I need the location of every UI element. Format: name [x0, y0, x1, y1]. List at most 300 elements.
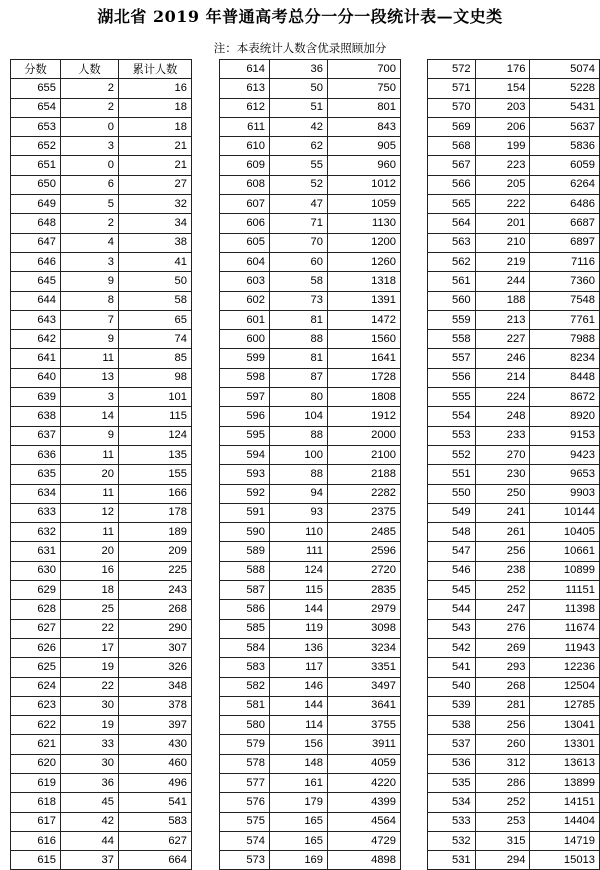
count-cell: 55 [270, 156, 328, 175]
table-row [220, 696, 401, 715]
cumulative-count-cell: 10405 [530, 523, 600, 542]
cumulative-count-cell: 11943 [530, 638, 600, 657]
table-row [428, 426, 600, 445]
cumulative-count-cell: 3098 [328, 619, 401, 638]
score-cell: 637 [11, 426, 61, 445]
score-cell: 604 [220, 252, 270, 271]
score-cell: 553 [428, 426, 476, 445]
table-row [428, 195, 600, 214]
table-row [428, 233, 600, 252]
score-cell: 606 [220, 214, 270, 233]
table-row [220, 812, 401, 831]
cumulative-count-cell: 4729 [328, 831, 401, 850]
table-row [428, 812, 600, 831]
count-cell: 44 [61, 831, 119, 850]
score-cell: 572 [428, 60, 476, 79]
table-row [11, 252, 192, 271]
count-cell: 286 [475, 773, 530, 792]
score-cell: 640 [11, 368, 61, 387]
score-cell: 582 [220, 677, 270, 696]
table-row [428, 619, 600, 638]
score-cell: 620 [11, 754, 61, 773]
cumulative-count-cell: 2720 [328, 561, 401, 580]
count-cell: 70 [270, 233, 328, 252]
cumulative-count-cell: 5074 [530, 60, 600, 79]
score-cell: 651 [11, 156, 61, 175]
score-cell: 595 [220, 426, 270, 445]
count-cell: 18 [61, 581, 119, 600]
table-row [428, 658, 600, 677]
score-cell: 575 [220, 812, 270, 831]
table-row [220, 773, 401, 792]
cumulative-count-cell: 664 [119, 851, 192, 870]
count-cell: 88 [270, 426, 328, 445]
table-header-row [11, 60, 192, 79]
cumulative-count-cell: 1130 [328, 214, 401, 233]
cumulative-count-cell: 6897 [530, 233, 600, 252]
score-cell: 540 [428, 677, 476, 696]
cumulative-count-cell: 1560 [328, 330, 401, 349]
table-row [11, 330, 192, 349]
score-cell: 586 [220, 600, 270, 619]
score-cell: 563 [428, 233, 476, 252]
count-cell: 144 [270, 600, 328, 619]
cumulative-count-cell: 801 [328, 98, 401, 117]
table-row [11, 773, 192, 792]
table-row [11, 831, 192, 850]
table-row [428, 542, 600, 561]
score-cell: 634 [11, 484, 61, 503]
cumulative-count-cell: 9153 [530, 426, 600, 445]
score-cell: 602 [220, 291, 270, 310]
score-cell: 564 [428, 214, 476, 233]
cumulative-count-cell: 905 [328, 137, 401, 156]
cumulative-count-cell: 4399 [328, 793, 401, 812]
cumulative-count-cell: 9423 [530, 445, 600, 464]
count-cell: 188 [475, 291, 530, 310]
cumulative-count-cell: 1728 [328, 368, 401, 387]
score-cell: 617 [11, 812, 61, 831]
table-row [428, 735, 600, 754]
table-row [11, 735, 192, 754]
score-cell: 615 [11, 851, 61, 870]
count-cell: 3 [61, 252, 119, 271]
count-cell: 36 [61, 773, 119, 792]
count-cell: 312 [475, 754, 530, 773]
cumulative-count-cell: 225 [119, 561, 192, 580]
count-cell: 12 [61, 503, 119, 522]
table-row [11, 812, 192, 831]
cumulative-count-cell: 541 [119, 793, 192, 812]
cumulative-count-cell: 1391 [328, 291, 401, 310]
cumulative-count-cell: 2282 [328, 484, 401, 503]
score-cell: 616 [11, 831, 61, 850]
table-row [11, 793, 192, 812]
cumulative-count-cell: 11398 [530, 600, 600, 619]
score-cell: 554 [428, 407, 476, 426]
table-row [428, 388, 600, 407]
table-row [220, 117, 401, 136]
count-cell: 111 [270, 542, 328, 561]
count-cell: 51 [270, 98, 328, 117]
score-cell: 642 [11, 330, 61, 349]
count-cell: 11 [61, 445, 119, 464]
cumulative-count-cell: 700 [328, 60, 401, 79]
score-cell: 652 [11, 137, 61, 156]
table-row [11, 272, 192, 291]
count-cell: 252 [475, 793, 530, 812]
cumulative-count-cell: 243 [119, 581, 192, 600]
count-cell: 206 [475, 117, 530, 136]
count-cell: 88 [270, 465, 328, 484]
count-cell: 315 [475, 831, 530, 850]
cumulative-count-cell: 10661 [530, 542, 600, 561]
table-row [220, 581, 401, 600]
count-cell: 47 [270, 195, 328, 214]
table-row [428, 349, 600, 368]
count-cell: 156 [270, 735, 328, 754]
cumulative-count-cell: 5637 [530, 117, 600, 136]
count-cell: 37 [61, 851, 119, 870]
count-cell: 73 [270, 291, 328, 310]
count-cell: 16 [61, 561, 119, 580]
score-cell: 612 [220, 98, 270, 117]
score-cell: 625 [11, 658, 61, 677]
table-row [11, 658, 192, 677]
score-cell: 621 [11, 735, 61, 754]
cumulative-count-cell: 11674 [530, 619, 600, 638]
cumulative-count-cell: 6687 [530, 214, 600, 233]
table-row [220, 465, 401, 484]
count-cell: 20 [61, 542, 119, 561]
score-cell: 544 [428, 600, 476, 619]
cumulative-count-cell: 9903 [530, 484, 600, 503]
table-row [220, 523, 401, 542]
score-cell: 626 [11, 638, 61, 657]
score-cell: 599 [220, 349, 270, 368]
table-row [11, 677, 192, 696]
score-cell: 574 [220, 831, 270, 850]
count-cell: 161 [270, 773, 328, 792]
score-cell: 632 [11, 523, 61, 542]
count-cell: 36 [270, 60, 328, 79]
score-cell: 578 [220, 754, 270, 773]
count-cell: 238 [475, 561, 530, 580]
table-row [428, 156, 600, 175]
cumulative-count-cell: 960 [328, 156, 401, 175]
cumulative-count-cell: 583 [119, 812, 192, 831]
cumulative-count-cell: 8234 [530, 349, 600, 368]
cumulative-count-cell: 13041 [530, 716, 600, 735]
score-cell: 643 [11, 310, 61, 329]
count-cell: 11 [61, 523, 119, 542]
table-row [11, 561, 192, 580]
cumulative-count-cell: 2188 [328, 465, 401, 484]
cumulative-count-cell: 843 [328, 117, 401, 136]
cumulative-count-cell: 3351 [328, 658, 401, 677]
score-cell: 597 [220, 388, 270, 407]
count-cell: 30 [61, 696, 119, 715]
cumulative-count-cell: 155 [119, 465, 192, 484]
table-row [220, 98, 401, 117]
count-cell: 222 [475, 195, 530, 214]
score-table-3 [427, 59, 600, 870]
table-row [11, 696, 192, 715]
count-cell: 33 [61, 735, 119, 754]
count-cell: 104 [270, 407, 328, 426]
score-cell: 605 [220, 233, 270, 252]
score-cell: 653 [11, 117, 61, 136]
count-cell: 268 [475, 677, 530, 696]
table-row [220, 658, 401, 677]
count-cell: 114 [270, 716, 328, 735]
count-cell: 154 [475, 79, 530, 98]
cumulative-count-cell: 1641 [328, 349, 401, 368]
score-cell: 654 [11, 98, 61, 117]
table-row [11, 195, 192, 214]
cumulative-count-cell: 1472 [328, 310, 401, 329]
count-cell: 219 [475, 252, 530, 271]
count-cell: 17 [61, 638, 119, 657]
count-cell: 256 [475, 716, 530, 735]
score-cell: 614 [220, 60, 270, 79]
cumulative-count-cell: 7360 [530, 272, 600, 291]
table-row [428, 754, 600, 773]
count-cell: 210 [475, 233, 530, 252]
count-cell: 100 [270, 445, 328, 464]
count-cell: 80 [270, 388, 328, 407]
table-row [11, 619, 192, 638]
table-row [220, 831, 401, 850]
table-row [11, 79, 192, 98]
count-cell: 227 [475, 330, 530, 349]
cumulative-count-cell: 3911 [328, 735, 401, 754]
count-cell: 4 [61, 233, 119, 252]
table-row [220, 677, 401, 696]
count-cell: 270 [475, 445, 530, 464]
score-cell: 622 [11, 716, 61, 735]
score-cell: 550 [428, 484, 476, 503]
cumulative-count-cell: 10144 [530, 503, 600, 522]
cumulative-count-cell: 65 [119, 310, 192, 329]
table-row [11, 754, 192, 773]
table-row [11, 388, 192, 407]
count-cell: 214 [475, 368, 530, 387]
count-cell: 169 [270, 851, 328, 870]
score-cell: 571 [428, 79, 476, 98]
score-cell: 545 [428, 581, 476, 600]
score-cell: 535 [428, 773, 476, 792]
score-cell: 627 [11, 619, 61, 638]
count-cell: 45 [61, 793, 119, 812]
count-cell: 93 [270, 503, 328, 522]
count-cell: 9 [61, 272, 119, 291]
header-cumulative: 累计人数 [119, 60, 192, 79]
table-row [11, 638, 192, 657]
cumulative-count-cell: 32 [119, 195, 192, 214]
cumulative-count-cell: 14719 [530, 831, 600, 850]
score-cell: 623 [11, 696, 61, 715]
count-cell: 2 [61, 98, 119, 117]
cumulative-count-cell: 11151 [530, 581, 600, 600]
table-row [11, 465, 192, 484]
count-cell: 248 [475, 407, 530, 426]
table-row [428, 330, 600, 349]
count-cell: 223 [475, 156, 530, 175]
count-cell: 81 [270, 349, 328, 368]
count-cell: 256 [475, 542, 530, 561]
cumulative-count-cell: 4220 [328, 773, 401, 792]
score-cell: 648 [11, 214, 61, 233]
table-row [220, 233, 401, 252]
count-cell: 281 [475, 696, 530, 715]
cumulative-count-cell: 6264 [530, 175, 600, 194]
cumulative-count-cell: 13613 [530, 754, 600, 773]
count-cell: 205 [475, 175, 530, 194]
score-cell: 618 [11, 793, 61, 812]
count-cell: 230 [475, 465, 530, 484]
count-cell: 62 [270, 137, 328, 156]
cumulative-count-cell: 4898 [328, 851, 401, 870]
table-row [428, 465, 600, 484]
count-cell: 250 [475, 484, 530, 503]
count-cell: 110 [270, 523, 328, 542]
table-row [220, 60, 401, 79]
score-cell: 568 [428, 137, 476, 156]
table-row [428, 291, 600, 310]
count-cell: 81 [270, 310, 328, 329]
cumulative-count-cell: 348 [119, 677, 192, 696]
score-cell: 561 [428, 272, 476, 291]
score-cell: 536 [428, 754, 476, 773]
score-cell: 556 [428, 368, 476, 387]
count-cell: 11 [61, 484, 119, 503]
table-row [11, 503, 192, 522]
score-cell: 569 [428, 117, 476, 136]
cumulative-count-cell: 7988 [530, 330, 600, 349]
cumulative-count-cell: 74 [119, 330, 192, 349]
count-cell: 124 [270, 561, 328, 580]
score-cell: 576 [220, 793, 270, 812]
score-cell: 546 [428, 561, 476, 580]
table-row [428, 523, 600, 542]
count-cell: 261 [475, 523, 530, 542]
table-row [220, 330, 401, 349]
cumulative-count-cell: 1912 [328, 407, 401, 426]
count-cell: 0 [61, 117, 119, 136]
cumulative-count-cell: 38 [119, 233, 192, 252]
score-cell: 588 [220, 561, 270, 580]
table-row [428, 677, 600, 696]
score-cell: 533 [428, 812, 476, 831]
table-row [11, 233, 192, 252]
score-cell: 596 [220, 407, 270, 426]
count-cell: 199 [475, 137, 530, 156]
table-row [220, 175, 401, 194]
cumulative-count-cell: 1059 [328, 195, 401, 214]
cumulative-count-cell: 2375 [328, 503, 401, 522]
cumulative-count-cell: 7548 [530, 291, 600, 310]
cumulative-count-cell: 58 [119, 291, 192, 310]
count-cell: 13 [61, 368, 119, 387]
table-row [11, 542, 192, 561]
table-row [428, 831, 600, 850]
cumulative-count-cell: 3234 [328, 638, 401, 657]
count-cell: 7 [61, 310, 119, 329]
count-cell: 5 [61, 195, 119, 214]
score-cell: 549 [428, 503, 476, 522]
cumulative-count-cell: 750 [328, 79, 401, 98]
table-row [428, 117, 600, 136]
cumulative-count-cell: 460 [119, 754, 192, 773]
count-cell: 203 [475, 98, 530, 117]
score-cell: 594 [220, 445, 270, 464]
table-row [220, 484, 401, 503]
table-row [11, 368, 192, 387]
table-row [428, 60, 600, 79]
score-cell: 560 [428, 291, 476, 310]
count-cell: 30 [61, 754, 119, 773]
count-cell: 50 [270, 79, 328, 98]
table-note: 注：本表统计人数含优录照顾加分 [213, 41, 387, 55]
table-row [220, 252, 401, 271]
table-row [220, 445, 401, 464]
score-cell: 639 [11, 388, 61, 407]
table-row [220, 310, 401, 329]
count-cell: 224 [475, 388, 530, 407]
table-row [220, 195, 401, 214]
cumulative-count-cell: 1012 [328, 175, 401, 194]
score-cell: 641 [11, 349, 61, 368]
score-cell: 538 [428, 716, 476, 735]
table-row [428, 561, 600, 580]
count-cell: 58 [270, 272, 328, 291]
score-cell: 534 [428, 793, 476, 812]
cumulative-count-cell: 1200 [328, 233, 401, 252]
cumulative-count-cell: 8672 [530, 388, 600, 407]
count-cell: 6 [61, 175, 119, 194]
table-row [11, 214, 192, 233]
cumulative-count-cell: 496 [119, 773, 192, 792]
cumulative-count-cell: 2835 [328, 581, 401, 600]
count-cell: 3 [61, 137, 119, 156]
count-cell: 241 [475, 503, 530, 522]
table-row [220, 754, 401, 773]
page-title: 湖北省 2019 年普通高考总分一分一段统计表—文史类 [97, 7, 503, 26]
score-cell: 636 [11, 445, 61, 464]
score-cell: 532 [428, 831, 476, 850]
table-row [220, 137, 401, 156]
table-row [11, 117, 192, 136]
score-cell: 537 [428, 735, 476, 754]
cumulative-count-cell: 12504 [530, 677, 600, 696]
table-row [220, 735, 401, 754]
count-cell: 244 [475, 272, 530, 291]
score-cell: 628 [11, 600, 61, 619]
table-row [11, 156, 192, 175]
cumulative-count-cell: 2100 [328, 445, 401, 464]
cumulative-count-cell: 135 [119, 445, 192, 464]
count-cell: 94 [270, 484, 328, 503]
cumulative-count-cell: 268 [119, 600, 192, 619]
score-cell: 610 [220, 137, 270, 156]
count-cell: 11 [61, 349, 119, 368]
table-row [220, 600, 401, 619]
count-cell: 253 [475, 812, 530, 831]
table-row [220, 638, 401, 657]
cumulative-count-cell: 6059 [530, 156, 600, 175]
score-cell: 573 [220, 851, 270, 870]
